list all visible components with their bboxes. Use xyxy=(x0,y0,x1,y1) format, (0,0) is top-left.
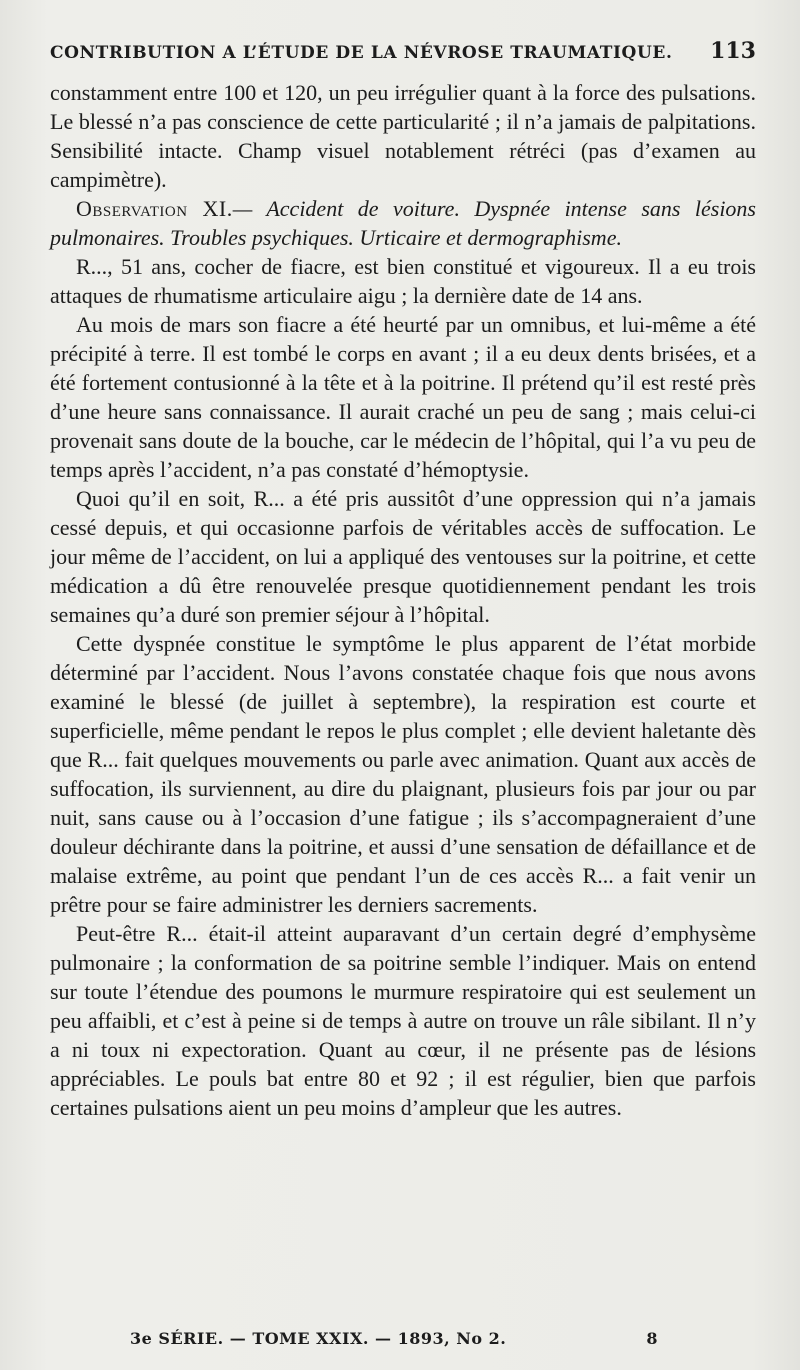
observation-heading xyxy=(50,194,756,252)
observation-title: — Accident de voiture. Dyspnée intense sans lésions pulmonaires. Troubles psychiques. Urticaire et dermographisme. xyxy=(50,196,756,250)
running-header xyxy=(50,38,756,78)
paragraph-continuation: constamment entre 100 et 120, un peu irrégulier quant à la force des pulsations. Le blessé n’a pas conscience de cette particularité ; il n’a jamais de palpitations. Sensibilité intacte. Champ visuel notablement rétréci (pas d’examen au campimètre). xyxy=(50,80,756,192)
signature-mark: 8 xyxy=(646,1329,658,1348)
paragraph: Quoi qu’il en soit, R... a été pris aussitôt d’une oppression qui n’a jamais cessé depuis, et qui occasionne parfois de véritables accès de suffocation. Le jour même de l’accident, on lui a appliqué des ventouses sur la poitrine, et cette médication a dû être renouvelée presque quotidiennement pendant les trois semaines qu’a duré son premier séjour à l’hôpital. xyxy=(50,486,756,627)
page-footer xyxy=(130,1329,658,1348)
header-title: CONTRIBUTION A L’ÉTUDE DE LA NÉVROSE TRAUMATIQUE. xyxy=(50,43,673,63)
observation-label: Observation XI. xyxy=(76,196,233,221)
paragraph: R..., 51 ans, cocher de fiacre, est bien constitué et vigoureux. Il a eu trois attaques de rhumatisme articulaire aigu ; la dernière date de 14 ans. xyxy=(50,254,756,308)
paragraph: Au mois de mars son fiacre a été heurté par un omnibus, et lui-même a été précipité à terre. Il est tombé le corps en avant ; il a eu deux dents brisées, et a été fortement contusionné à la tête et à la poitrine. Il prétend qu’il est resté près d’une heure sans connaissance. Il aurait craché un peu de sang ; mais celui-ci provenait sans doute de la bouche, car le médecin de l’hôpital, qui l’a vu peu de temps après l’accident, n’a pas constaté d’hémoptysie. xyxy=(50,312,756,482)
paragraph: Cette dyspnée constitue le symptôme le plus apparent de l’état morbide déterminé par l’accident. Nous l’avons constatée chaque fois que nous avons examiné le blessé (de juillet à septembre), la respiration est courte et superficielle, même pendant le repos le plus complet ; elle devient haletante dès que R... fait quelques mouvements ou parle avec animation. Quant aux accès de suffocation, ils surviennent, au dire du plaignant, plusieurs fois par jour ou par nuit, sans cause ou à l’occasion d’une fatigue ; ils s’accompagneraient d’une douleur déchirante dans la poitrine, et aussi d’une sensation de défaillance et de malaise extrême, au point que pendant l’un de ces accès R... a fait venir un prêtre pour se faire administrer les derniers sacrements. xyxy=(50,631,756,917)
page-number: 113 xyxy=(710,38,756,64)
series-info: 3e SÉRIE. — TOME XXIX. — 1893, No 2. xyxy=(130,1329,507,1348)
body-text xyxy=(50,78,756,1122)
paragraph: Peut-être R... était-il atteint auparavant d’un certain degré d’emphysème pulmonaire ; la conformation de sa poitrine semble l’indiquer. Mais on entend sur toute l’étendue des poumons le murmure respiratoire qui est seulement un peu affaibli, et c’est à peine si de temps à autre on trouve un râle sibilant. Il n’y a ni toux ni expectoration. Quant au cœur, il ne présente pas de lésions appréciables. Le pouls bat entre 80 et 92 ; il est régulier, bien que parfois certaines pulsations aient un peu moins d’ampleur que les autres. xyxy=(50,921,756,1120)
